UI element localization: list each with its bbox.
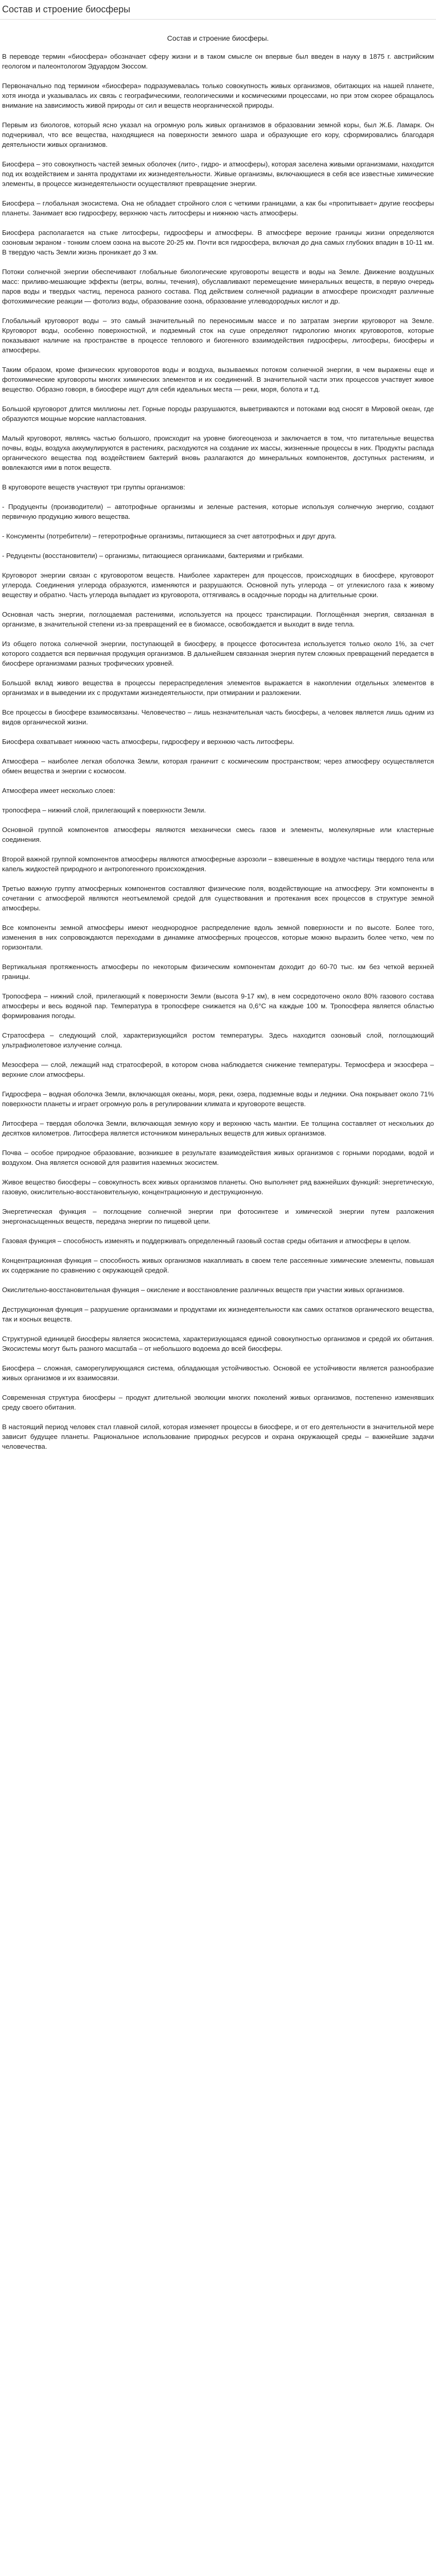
paragraph: Большой круговорот длится миллионы лет. Горные породы разрушаются, выветриваются и потоками вод сносят в Мировой океан, где образуются мощные морские напластования. (2, 405, 434, 422)
paragraph: Биосфера – глобальная экосистема. Она не обладает стройного слоя с четкими границами, а как бы «пропитывает» другие геосферы планеты. Занимает всю гидросферу, верхнюю часть литосферы и нижнюю часть атмосферы. (2, 199, 434, 217)
paragraph: Современная структура биосферы – продукт длительной эволюции многих поколений живых организмов, постепенно изменявших среду своего обитания. (2, 1394, 434, 1411)
page-header (0, 0, 436, 20)
paragraph: Живое вещество биосферы – совокупность всех живых организмов планеты. Оно выполняет ряд важнейших функций: энергетическую, газовую, окислительно-восстановительную, концентрационную и деструкционную. (2, 1178, 434, 1196)
paragraph: Большой вклад живого вещества в процессы перераспределения элементов выражается в накоплении отдельных элементов в организмах и в выведении их с продуктами жизнедеятельности, при отмирании и разложении. (2, 679, 434, 697)
document-title: Состав и строение биосферы. (167, 34, 269, 42)
paragraph: - Редуценты (восстановители) – организмы, питающиеся органикаами, бактериями и грибками. (2, 552, 304, 560)
paragraph: Все компоненты земной атмосферы имеют неоднородное распределение вдоль земной поверхности и по высоте. Более того, изменения в них сопровождаются переходами в динамике атмосферных процессов, которые можно выразить более четко, чем по горизонтали. (2, 924, 434, 951)
paragraph: Газовая функция – способность изменять и поддерживать определенный газовый состав среды обитания и атмосферы в целом. (2, 1237, 411, 1245)
paragraph: Энергетическая функция – поглощение солнечной энергии при фотосинтезе и химической энергии путем разложения энергонасыщенных веществ, передача энергии по пищевой цепи. (2, 1208, 434, 1225)
paragraph: Биосфера располагается на стыке литосферы, гидросферы и атмосферы. В атмосфере верхние границы жизни определяются озоновым экраном - тонким слоем озона на высоте 20-25 км. Почти вся гидросфера, включая до дна самых глубоких впадин в 10-11 км. В твердую часть Земли жизнь проникает до 3 км. (2, 229, 434, 256)
paragraph: Потоки солнечной энергии обеспечивают глобальные биологические круговороты веществ и воды на Земле. Движение воздушных масс: приливо-мешающие эффекты (ветры, волны, течения), обуславливают перемещение минеральных веществ, в первую очередь паров воды и твердых частиц, переноса разного состава. Под действием солнечной радиации в атмосфере происходят различные фотохимические реакции — фотолиз воды, образование озона, образование углеводородных кислот и др. (2, 268, 434, 305)
paragraph: Таким образом, кроме физических круговоротов воды и воздуха, вызываемых потоком солнечной энергии, в чем выражены еще и фотохимические круговороты многих химических элементов и их соединений. В значительной части этих процессов участвует живое вещество. Образно говоря, в биосфере ищут для себя идеальных места — реки, моря, болота и т.д. (2, 366, 434, 393)
paragraph: Атмосфера – наиболее легкая оболочка Земли, которая граничит с космическим пространством; через атмосферу осуществляется обмен вещества и энергии с космосом. (2, 757, 434, 775)
paragraph: - Консументы (потребители) – гетеротрофные организмы, питающиеся за счет автотрофных и друг друга. (2, 532, 337, 540)
paragraph: В настоящий период человек стал главной силой, которая изменяет процессы в биосфере, и от его деятельности в значительной мере зависит будущее планеты. Рациональное использование природных ресурсов и охрана окружающей среды – важнейшие задачи человечества. (2, 1423, 434, 1450)
paragraph: - Продуценты (производители) – автотрофные организмы и зеленые растения, которые используя солнечную энергию, создают первичную продукцию живого вещества. (2, 503, 434, 520)
paragraph: Третью важную группу атмосферных компонентов составляют физические поля, воздействующие на атмосферу. Эти компоненты в сочетании с атмосферой являются неотъемлемой средой для существования и протекания всех процессов в структуре земной атмосферы. (2, 885, 434, 912)
paragraph: Биосфера – сложная, саморегулирующаяся система, обладающая устойчивостью. Основой ее устойчивости является разнообразие живых организмов и их взаимосвязи. (2, 1364, 434, 1382)
paragraph: Деструкционная функция – разрушение организмами и продуктами их жизнедеятельности как самих остатков органического вещества, так и косных веществ. (2, 1306, 434, 1323)
paragraph: Из общего потока солнечной энергии, поступающей в биосферу, в процессе фотосинтеза используется только около 1%, за счет которого создается вся первичная продукция организмов. В дальнейшем связанная энергия путем сложных превращений передается в биосфере организмами разных трофических уровней. (2, 640, 434, 667)
paragraph: Концентрационная функция – способность живых организмов накапливать в своем теле рассеянные химические элементы, повышая их содержание по сравнению с окружающей средой. (2, 1257, 434, 1274)
paragraph-list (2, 52, 434, 1451)
paragraph: Почва – особое природное образование, возникшее в результате взаимодействия живых организмов с горными породами, водой и воздухом. Она является основой для развития наземных экосистем. (2, 1149, 434, 1166)
paragraph: Окислительно-восстановительная функция – окисление и восстановление различных веществ при участии живых организмов. (2, 1286, 405, 1294)
paragraph: В круговороте веществ участвуют три группы организмов: (2, 483, 185, 491)
paragraph: Все процессы в биосфере взаимосвязаны. Человечество – лишь незначительная часть биосферы, а человек является лишь одним из видов органической жизни. (2, 708, 434, 726)
paragraph: Структурной единицей биосферы является экосистема, характеризующаяся единой совокупностью организмов и средой их обитания. Экосистемы могут быть разного масштаба – от небольшого водоема до всей биосферы. (2, 1335, 434, 1352)
paragraph: Вертикальная протяженность атмосферы по некоторым физическим компонентам доходит до 60-70 тыс. км без четкой верхней границы. (2, 963, 434, 980)
paragraph: Биосфера – это совокупность частей земных оболочек (лито-, гидро- и атмосферы), которая заселена живыми организмами, находится под их воздействием и занята продуктами их жизнедеятельности. Живые организмы, включающиеся в себя все известные химические элементы, в процессе жизнедеятельности осуществляют превращение энергии. (2, 160, 434, 188)
paragraph: В переводе термин «биосфера» обозначает сферу жизни и в таком смысле он впервые был введен в науку в 1875 г. австрийским геологом и палеонтологом Эдуардом Зюссом. (2, 53, 434, 70)
paragraph: Первым из биологов, который ясно указал на огромную роль живых организмов в образовании земной коры, был Ж.Б. Ламарк. Он подчеркивал, что все вещества, находящиеся на поверхности земного шара и образующие его кору, сформировались благодаря деятельности живых организмов. (2, 121, 434, 148)
paragraph: тропосфера – нижний слой, прилегающий к поверхности Земли. (2, 806, 206, 814)
paragraph: Тропосфера – нижний слой, прилегающий к поверхности Земли (высота 9-17 км), в нем сосредоточено около 80% газового состава атмосферы и весь водяной пар. Температура в тропосфере снижается на 0,6°C на каждые 100 м. Тропосфера является областью формирования погоды. (2, 992, 434, 1020)
paragraph: Стратосфера – следующий слой, характеризующийся ростом температуры. Здесь находится озоновый слой, поглощающий ультрафиолетовое излучение солнца. (2, 1031, 434, 1049)
paragraph: Глобальный круговорот воды – это самый значительный по переносимым массе и по затратам энергии круговорот на Земле. Круговорот воды, особенно поверхностной, и подземный сток на суше определяют гидрологию многих круговоротов, которые показывают наличие на пространстве в процессе теплового и биогенного взаимодействия гидросферы, литосферы, биосферы и атмосферы. (2, 317, 434, 354)
document-content (0, 20, 436, 1451)
paragraph: Гидросфера – водная оболочка Земли, включающая океаны, моря, реки, озера, подземные воды и ледники. Она покрывает около 71% поверхности планеты и играет огромную роль в регулировании климата и круговороте веществ. (2, 1090, 434, 1108)
paragraph: Первоначально под термином «биосфера» подразумевалась только совокупность живых организмов, обитающих на нашей планете, хотя иногда и указывалась их связь с географическими, геологическими и космическими процессами, но при этом скорее обращалось внимание на зависимость живой природы от сил и веществ неорганической природы. (2, 82, 434, 109)
paragraph: Круговорот энергии связан с круговоротом веществ. Наиболее характерен для процессов, происходящих в биосфере, круговорот углерода. Соединения углерода образуются, изменяются и разрушаются. Основной путь углерода – от углекислого газа к живому веществу и обратно. Часть углерода выпадает из круговорота, оттягиваясь в осадочные породы на длительные сроки. (2, 571, 434, 599)
paragraph: Основная часть энергии, поглощаемая растениями, используется на процесс транспирации. Поглощённая энергия, связанная в организме, в значительной степени из-за превращений ее в биомассе, освобождается и выходит в виде тепла. (2, 611, 434, 628)
paragraph: Биосфера охватывает нижнюю часть атмосферы, гидросферу и верхнюю часть литосферы. (2, 738, 294, 745)
paragraph: Второй важной группой компонентов атмосферы являются атмосферные аэрозоли – взвешенные в воздухе частицы твердого тела или капель жидкостей природного и антропогенного происхождения. (2, 855, 434, 873)
paragraph: Литосфера – твердая оболочка Земли, включающая земную кору и верхнюю часть мантии. Ее толщина составляет от нескольких до десятков километров. Литосфера является источником минеральных веществ для живых организмов. (2, 1120, 434, 1137)
paragraph: Мезосфера — слой, лежащий над стратосферой, в котором снова наблюдается снижение температуры. Термосфера и экзосфера – верхние слои атмосферы. (2, 1061, 434, 1078)
paragraph: Атмосфера имеет несколько слоев: (2, 787, 115, 794)
page-title: Состав и строение биосферы (2, 4, 131, 14)
paragraph: Малый круговорот, являясь частью большого, происходит на уровне биогеоценоза и заключается в том, что питательные вещества почвы, воды, воздуха аккумулируются в растениях, расходуются на создание их массы, жизненные процессы в них. Продукты распада органического вещества под воздействием бактерий вновь разлагаются до минеральных компонентов, доступных растениям, и вовлекаются ими в поток веществ. (2, 434, 434, 471)
paragraph: Основной группой компонентов атмосферы являются механически смесь газов и элементы, молекулярные или кластерные соединения. (2, 826, 434, 843)
